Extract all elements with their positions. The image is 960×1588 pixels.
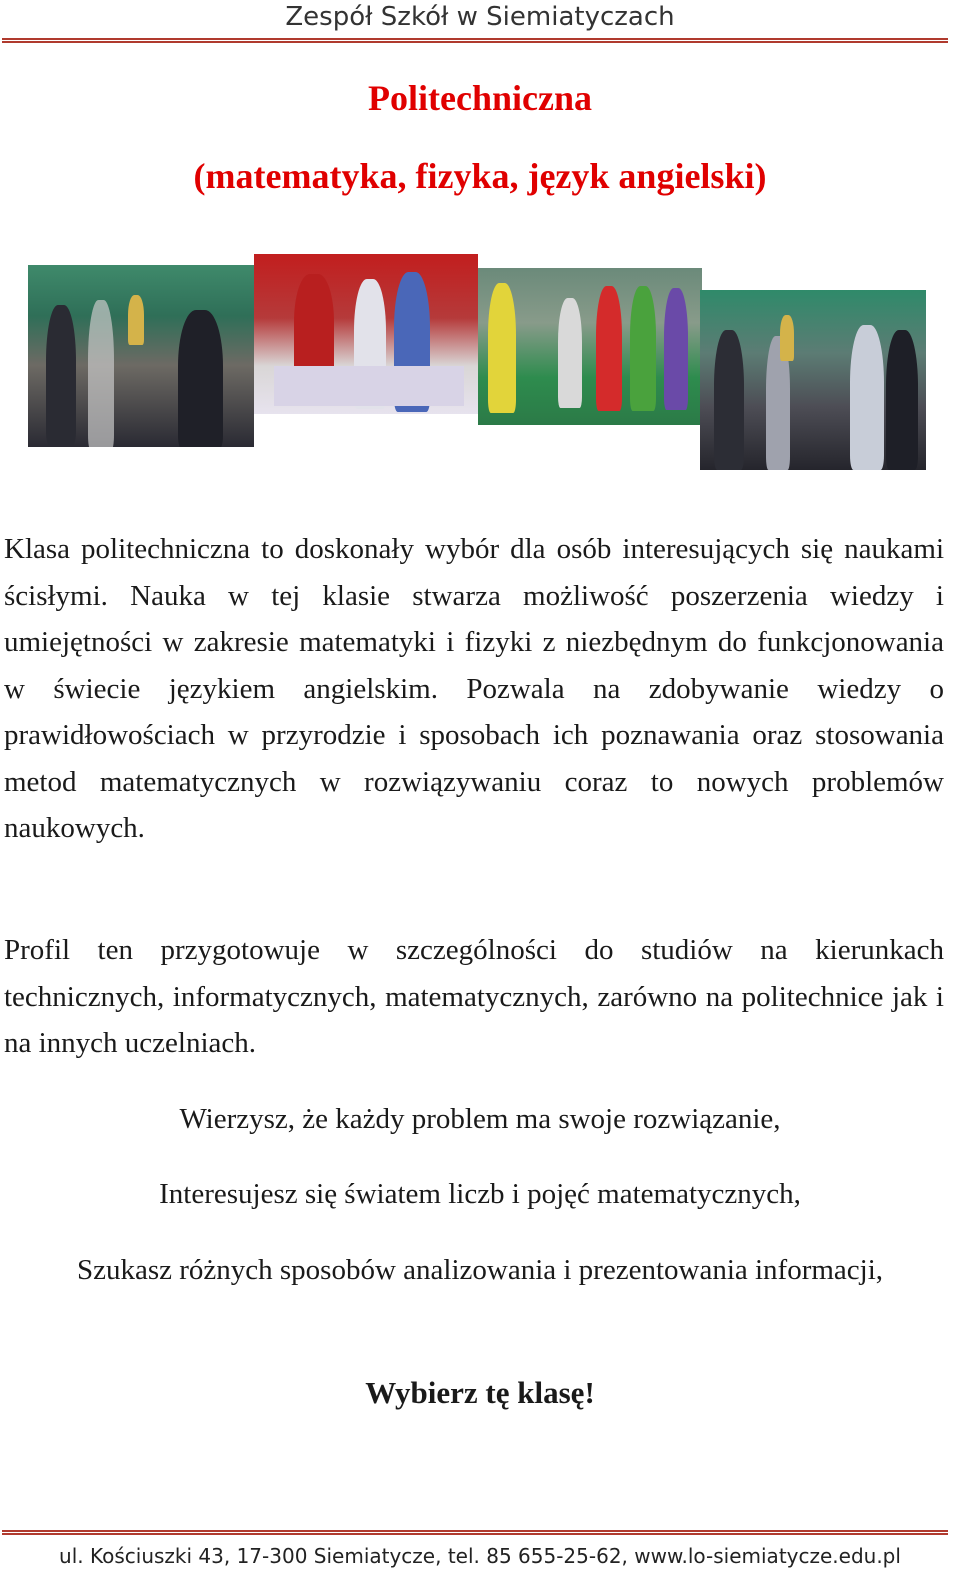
page-subtitle: (matematyka, fizyka, język angielski)	[193, 156, 767, 196]
photo-british-flags	[254, 254, 478, 414]
question-line-2: Interesujesz się światem liczb i pojęć matematycznych,	[159, 1178, 801, 1210]
footer-divider	[2, 1530, 948, 1535]
intro-paragraph: Klasa politechniczna to doskonały wybór dla osób interesujących się naukami ścisłymi. Nauka w tej klasie stwarza możliwość poszerzenia wiedzy i umiejętności w zakresie matematyki i fizyki z niezbędnym do funkcjonowania w świecie językiem angielskim. Pozwala na zdobywanie wiedzy o prawidłowościach w przyrodzie i sposobach ich poznawania oraz stosowania metod matematycznych w rozwiązywaniu coraz to nowych problemów naukowych.	[4, 533, 944, 844]
header-school-name: Zespół Szkół w Siemiatyczach	[285, 2, 675, 32]
profile-paragraph: Profil ten przygotowuje w szczególności do studiów na kierunkach technicznych, informatycznych, matematycznych, zarówno na politechnice jak i na innych uczelniach.	[4, 934, 944, 1059]
photo-costumes-gym	[478, 268, 702, 425]
photo-telescope-crowd	[700, 290, 926, 470]
call-to-action: Wybierz tę klasę!	[365, 1375, 595, 1410]
header-divider	[2, 38, 948, 43]
question-line-3: Szukasz różnych sposobów analizowania i prezentowania informacji,	[76, 1254, 884, 1286]
page-title: Politechniczna	[368, 78, 592, 118]
question-line-1: Wierzysz, że każdy problem ma swoje rozwiązanie,	[179, 1103, 781, 1135]
footer-address: ul. Kościuszki 43, 17-300 Siemiatycze, tel. 85 655-25-62, www.lo-siemiatycze.edu.pl	[59, 1544, 901, 1568]
photo-telescope-students	[28, 265, 254, 447]
